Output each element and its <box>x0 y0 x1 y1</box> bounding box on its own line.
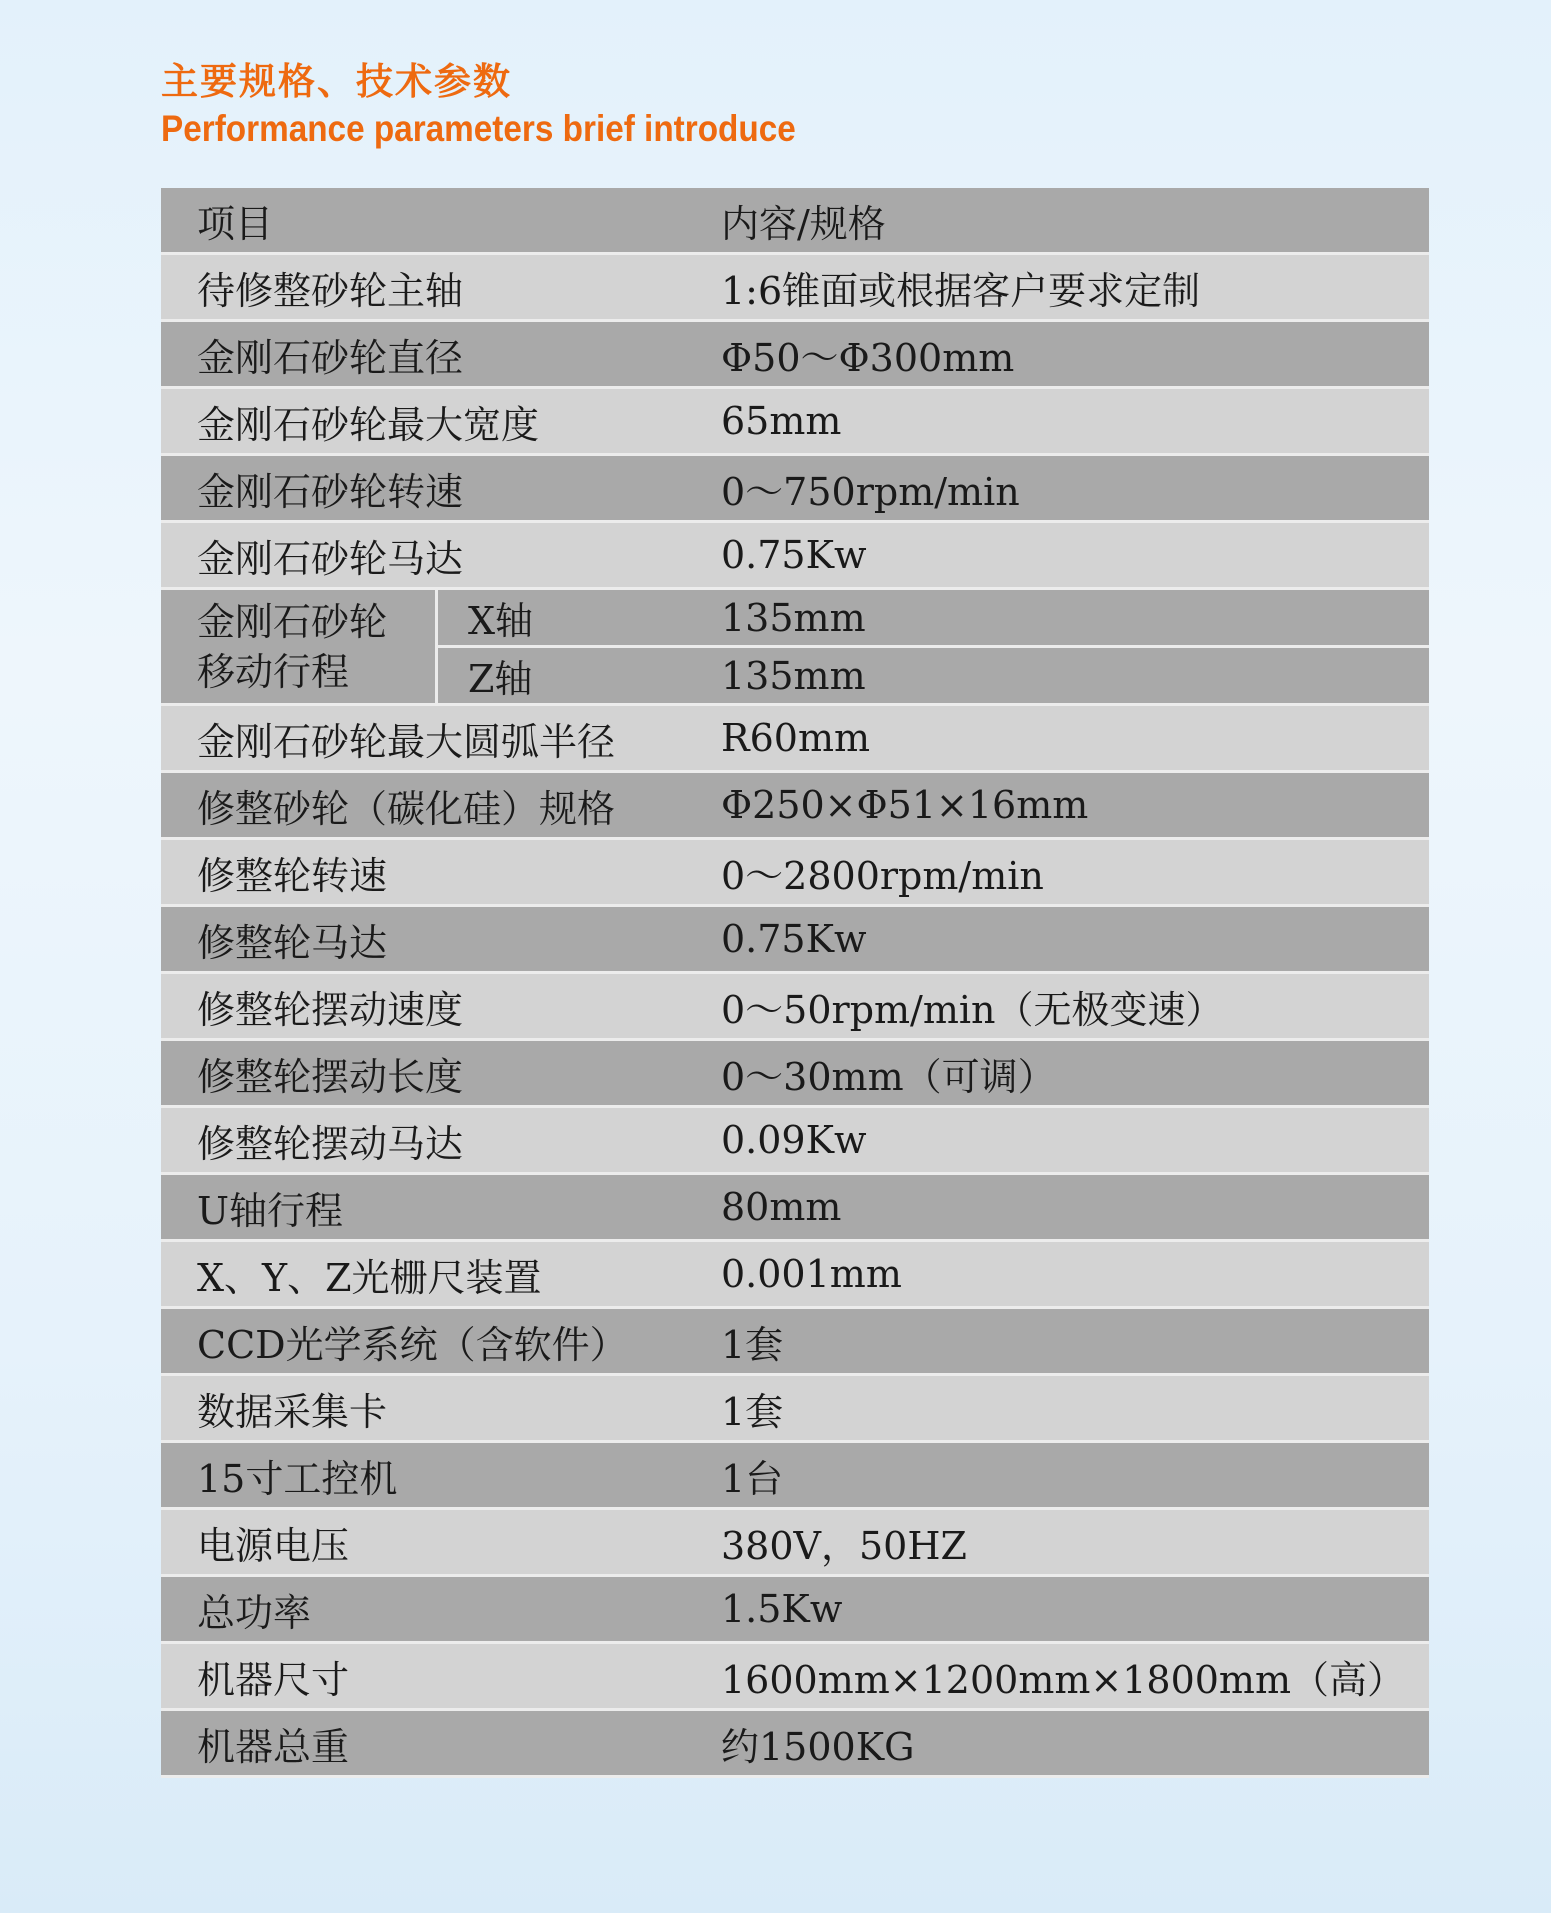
row-value: 0～30mm（可调） <box>721 1054 1056 1099</box>
table-row <box>161 1041 1429 1108</box>
group-rows <box>438 590 1429 703</box>
row-value: 0～50rpm/min（无极变速） <box>721 987 1224 1032</box>
row-value: 0.001mm <box>721 1252 902 1296</box>
sub-value: 135mm <box>721 595 866 640</box>
row-value: 1套 <box>721 1322 784 1367</box>
row-value: 0～750rpm/min <box>721 469 1020 514</box>
row-name: 金刚石砂轮转速 <box>197 469 464 514</box>
row-value: R60mm <box>721 716 871 760</box>
row-name: 金刚石砂轮马达 <box>197 536 464 581</box>
table-row <box>161 1309 1429 1376</box>
table-row <box>161 1242 1429 1309</box>
title-block <box>161 58 866 152</box>
row-value: 65mm <box>721 399 842 443</box>
table-row <box>161 523 1429 590</box>
row-value: 1台 <box>721 1456 784 1501</box>
table-row <box>161 389 1429 456</box>
row-value: 1:6锥面或根据客户要求定制 <box>721 268 1201 313</box>
sub-value: 135mm <box>721 653 866 698</box>
table-row <box>161 1108 1429 1175</box>
row-name: 修整砂轮（碳化硅）规格 <box>197 786 616 831</box>
spec-table <box>161 188 1429 1778</box>
row-name: 金刚石砂轮直径 <box>197 335 464 380</box>
table-row <box>161 974 1429 1041</box>
row-name: 修整轮转速 <box>197 853 388 898</box>
row-name: 金刚石砂轮最大圆弧半径 <box>197 719 616 764</box>
row-value: Φ250×Φ51×16mm <box>721 783 1089 827</box>
row-value: 约1500KG <box>721 1724 915 1769</box>
row-name: 总功率 <box>197 1590 312 1635</box>
table-row <box>161 773 1429 840</box>
row-value: Φ50～Φ300mm <box>721 335 1015 380</box>
group-name <box>161 590 438 703</box>
row-name: 15寸工控机 <box>197 1456 398 1501</box>
row-name: 金刚石砂轮最大宽度 <box>197 402 540 447</box>
row-name: 待修整砂轮主轴 <box>197 268 464 313</box>
row-value: 1.5Kw <box>721 1587 843 1631</box>
row-name: 修整轮摆动马达 <box>197 1121 464 1166</box>
row-name: 机器总重 <box>197 1724 350 1769</box>
row-name: 机器尺寸 <box>197 1657 350 1702</box>
row-value: 0.75Kw <box>721 533 867 577</box>
table-row <box>161 255 1429 322</box>
table-row <box>161 1711 1429 1778</box>
table-row <box>161 1175 1429 1242</box>
table-row <box>161 706 1429 773</box>
row-value: 0～2800rpm/min <box>721 853 1044 898</box>
header-item: 项目 <box>197 201 274 246</box>
row-value: 380V，50HZ <box>721 1523 967 1568</box>
table-row <box>161 907 1429 974</box>
row-value: 0.75Kw <box>721 917 867 961</box>
table-row <box>161 840 1429 907</box>
page-title-cn: 主要规格、技术参数 <box>161 60 512 103</box>
sub-axis: Z轴 <box>468 657 533 701</box>
table-header <box>161 188 1429 255</box>
table-row <box>161 1644 1429 1711</box>
table-row <box>161 322 1429 389</box>
row-value: 80mm <box>721 1185 842 1229</box>
row-value: 1套 <box>721 1389 784 1434</box>
table-row <box>161 1510 1429 1577</box>
header-spec: 内容/规格 <box>721 201 886 246</box>
row-name: U轴行程 <box>197 1188 344 1233</box>
page-title-en: Performance parameters brief introduce <box>161 108 796 149</box>
row-name: 数据采集卡 <box>197 1389 388 1434</box>
row-value: 0.09Kw <box>721 1118 867 1162</box>
table-row <box>161 1577 1429 1644</box>
row-name: 电源电压 <box>197 1523 350 1568</box>
row-name: 修整轮摆动长度 <box>197 1054 464 1099</box>
travel-group <box>161 590 1429 706</box>
row-name: X、Y、Z光栅尺装置 <box>197 1255 542 1300</box>
group-name-line1: 金刚石砂轮 <box>197 599 388 644</box>
row-name: 修整轮马达 <box>197 920 388 965</box>
row-value: 1600mm×1200mm×1800mm（高） <box>721 1657 1406 1702</box>
sub-row-x <box>438 590 1429 645</box>
group-name-line2: 移动行程 <box>197 649 350 694</box>
sub-axis: X轴 <box>468 599 534 643</box>
row-name: CCD光学系统（含软件） <box>197 1322 628 1367</box>
table-row <box>161 1443 1429 1510</box>
table-row <box>161 456 1429 523</box>
row-name: 修整轮摆动速度 <box>197 987 464 1032</box>
sub-row-z <box>438 645 1429 703</box>
table-row <box>161 1376 1429 1443</box>
